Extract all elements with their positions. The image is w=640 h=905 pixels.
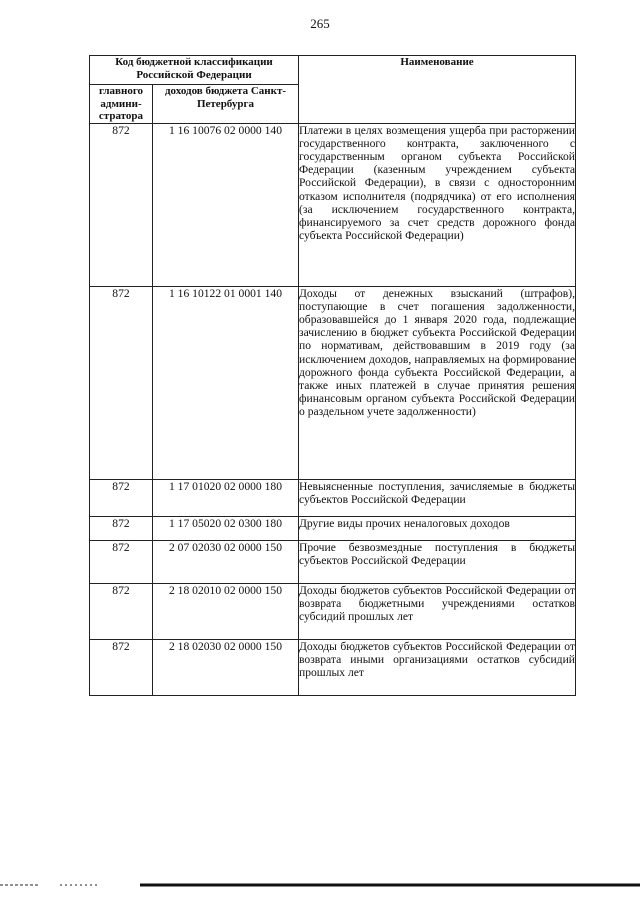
- admin-code-cell: 872: [90, 583, 153, 639]
- table-row: [90, 583, 576, 639]
- admin-code-cell: 872: [90, 123, 153, 286]
- revenue-code-cell: 2 07 02030 02 0000 150: [153, 540, 299, 583]
- admin-code-cell: 872: [90, 286, 153, 479]
- name-text: Доходы бюджетов субъектов Российской Федерации от возврата бюджетными учреждениями остатков субсидий прошлых лет: [299, 583, 575, 623]
- name-text: Платежи в целях возмещения ущерба при расторжении государственного контракта, заключенного с государственным органом субъекта Российской Федерации (казенным учреждением субъекта Российской Федерации), в связи с односторонним отказом исполнителя (подрядчика) от его исполнения (за исключением государственного контракта, финансируемого за счет средств дорожного фонда субъекта Российской Федерации): [299, 123, 575, 243]
- name-cell: [299, 540, 576, 583]
- table-row: [90, 123, 576, 286]
- revenue-code-cell: 2 18 02010 02 0000 150: [153, 583, 299, 639]
- name-text: Прочие безвозмездные поступления в бюджеты субъектов Российской Федерации: [299, 540, 575, 567]
- name-text: Доходы бюджетов субъектов Российской Федерации от возврата иными организациями остатков субсидий прошлых лет: [299, 639, 575, 679]
- name-cell: [299, 516, 576, 540]
- header-name: Наименование: [299, 56, 576, 124]
- name-cell: [299, 639, 576, 695]
- header-revenue-code: доходов бюджета Санкт-Петербурга: [153, 85, 299, 124]
- admin-code-cell: 872: [90, 639, 153, 695]
- admin-code-cell: 872: [90, 479, 153, 516]
- revenue-code-cell: 2 18 02030 02 0000 150: [153, 639, 299, 695]
- table-row: [90, 639, 576, 695]
- name-cell: [299, 479, 576, 516]
- name-text: Другие виды прочих неналоговых доходов: [299, 516, 510, 530]
- table-row: [90, 286, 576, 479]
- table-row: [90, 540, 576, 583]
- revenue-code-cell: 1 17 01020 02 0000 180: [153, 479, 299, 516]
- table-row: [90, 479, 576, 516]
- name-text: Доходы от денежных взысканий (штрафов), поступающие в счет погашения задолженности, образовавшейся до 1 января 2020 года, подлежащие зачислению в бюджет субъекта Российской Федерации по нормативам, действовавшим в 2019 году (за исключением доходов, направляемых на формирование дорожного фонда субъекта Российской Федерации, а также иных платежей в случае принятия решения финансовым органом субъекта Российской Федерации о раздельном учете задолженности): [299, 286, 575, 419]
- name-cell: [299, 583, 576, 639]
- header-admin: главного админи-стратора: [90, 85, 153, 124]
- table-row: [90, 516, 576, 540]
- budget-classification-table: [89, 55, 576, 696]
- scan-footer-line: [0, 880, 640, 890]
- revenue-code-cell: 1 16 10076 02 0000 140: [153, 123, 299, 286]
- admin-code-cell: 872: [90, 516, 153, 540]
- name-cell: [299, 286, 576, 479]
- page-number: 265: [310, 16, 330, 31]
- name-text: Невыясненные поступления, зачисляемые в бюджеты субъектов Российской Федерации: [299, 479, 575, 506]
- revenue-code-cell: 1 16 10122 01 0001 140: [153, 286, 299, 479]
- name-cell: [299, 123, 576, 286]
- header-classification-code: Код бюджетной классификации Российской Федерации: [90, 56, 299, 85]
- admin-code-cell: 872: [90, 540, 153, 583]
- revenue-code-cell: 1 17 05020 02 0300 180: [153, 516, 299, 540]
